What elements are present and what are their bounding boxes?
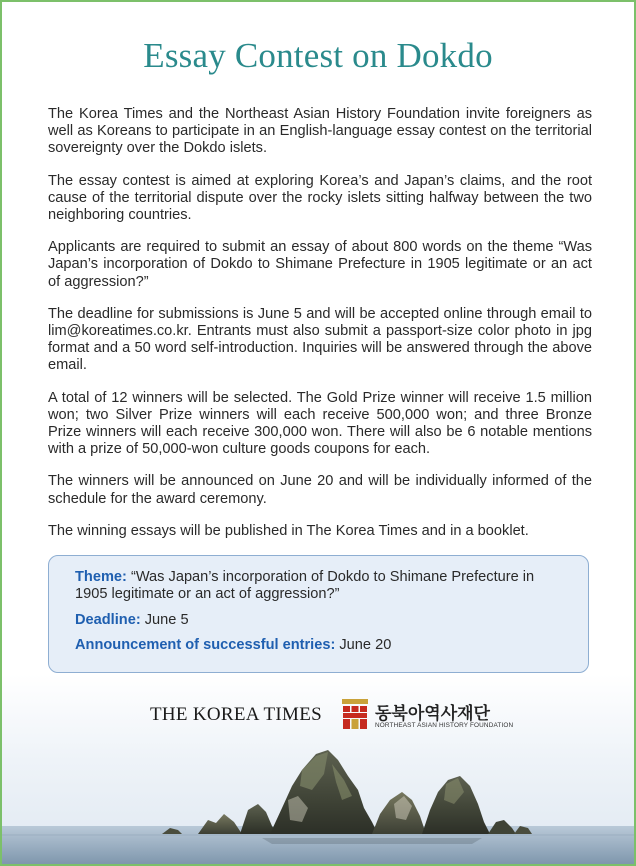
paragraph-intro: The Korea Times and the Northeast Asian History Foundation invite foreigners as well as Koreans to participate in an English-language essay contest on the territorial sovereignty over the Dokdo islets. bbox=[48, 106, 592, 157]
paragraph-aim: The essay contest is aimed at exploring Korea’s and Japan’s claims, and the root cause of the territorial dispute over the rocky islets sitting halfway between the two neighboring countries. bbox=[48, 172, 592, 224]
dokdo-island-image bbox=[2, 730, 634, 864]
page-title: Essay Contest on Dokdo bbox=[143, 36, 493, 75]
theme-value: “Was Japan’s incorporation of Dokdo to Shimane Prefecture in 1905 legitimate or an act of aggression?” bbox=[75, 569, 535, 603]
nahf-korean-name: 동북아역사재단 bbox=[375, 704, 490, 724]
nahf-emblem-icon bbox=[340, 698, 370, 730]
deadline-line bbox=[75, 612, 568, 629]
paragraph-deadline: The deadline for submissions is June 5 and will be accepted online through email to lim@koreatimes.co.kr. Entrants must also submit a passport-size color photo in jpg format and a 50 word self-introduction. Inquiries will be answered through the above email. bbox=[48, 305, 592, 374]
deadline-value: June 5 bbox=[144, 611, 189, 628]
korea-times-logo: THE KOREA TIMES bbox=[150, 704, 322, 725]
paragraph-announcement: The winners will be announced on June 20 and will be individually informed of the schedule for the award ceremony. bbox=[48, 473, 592, 507]
announcement-line bbox=[75, 637, 568, 654]
summary-box bbox=[48, 555, 589, 673]
theme-line bbox=[75, 569, 568, 604]
paragraph-prizes: A total of 12 winners will be selected. The Gold Prize winner will receive 1.5 million won; two Silver Prize winners will each receive 500,000 won; and three Bronze Prize winners will each receive 300,000 won. There will also be 6 notable mentions with a prize of 50,000-won culture goods coupons for each. bbox=[48, 389, 592, 458]
announcement-label: Announcement of successful entries: bbox=[75, 637, 336, 654]
nahf-logo bbox=[340, 698, 540, 734]
theme-label: Theme: bbox=[75, 569, 127, 585]
article-body bbox=[48, 106, 592, 555]
paragraph-theme: Applicants are required to submit an essay of about 800 words on the theme “Was Japan’s incorporation of Dokdo to Shimane Prefecture in 1905 legitimate or an act of aggression?” bbox=[48, 239, 592, 290]
nahf-english-name: NORTHEAST ASIAN HISTORY FOUNDATION bbox=[375, 722, 514, 729]
paragraph-publication: The winning essays will be published in The Korea Times and in a booklet. bbox=[48, 522, 529, 539]
deadline-label: Deadline: bbox=[75, 611, 141, 628]
announcement-value: June 20 bbox=[339, 637, 392, 654]
